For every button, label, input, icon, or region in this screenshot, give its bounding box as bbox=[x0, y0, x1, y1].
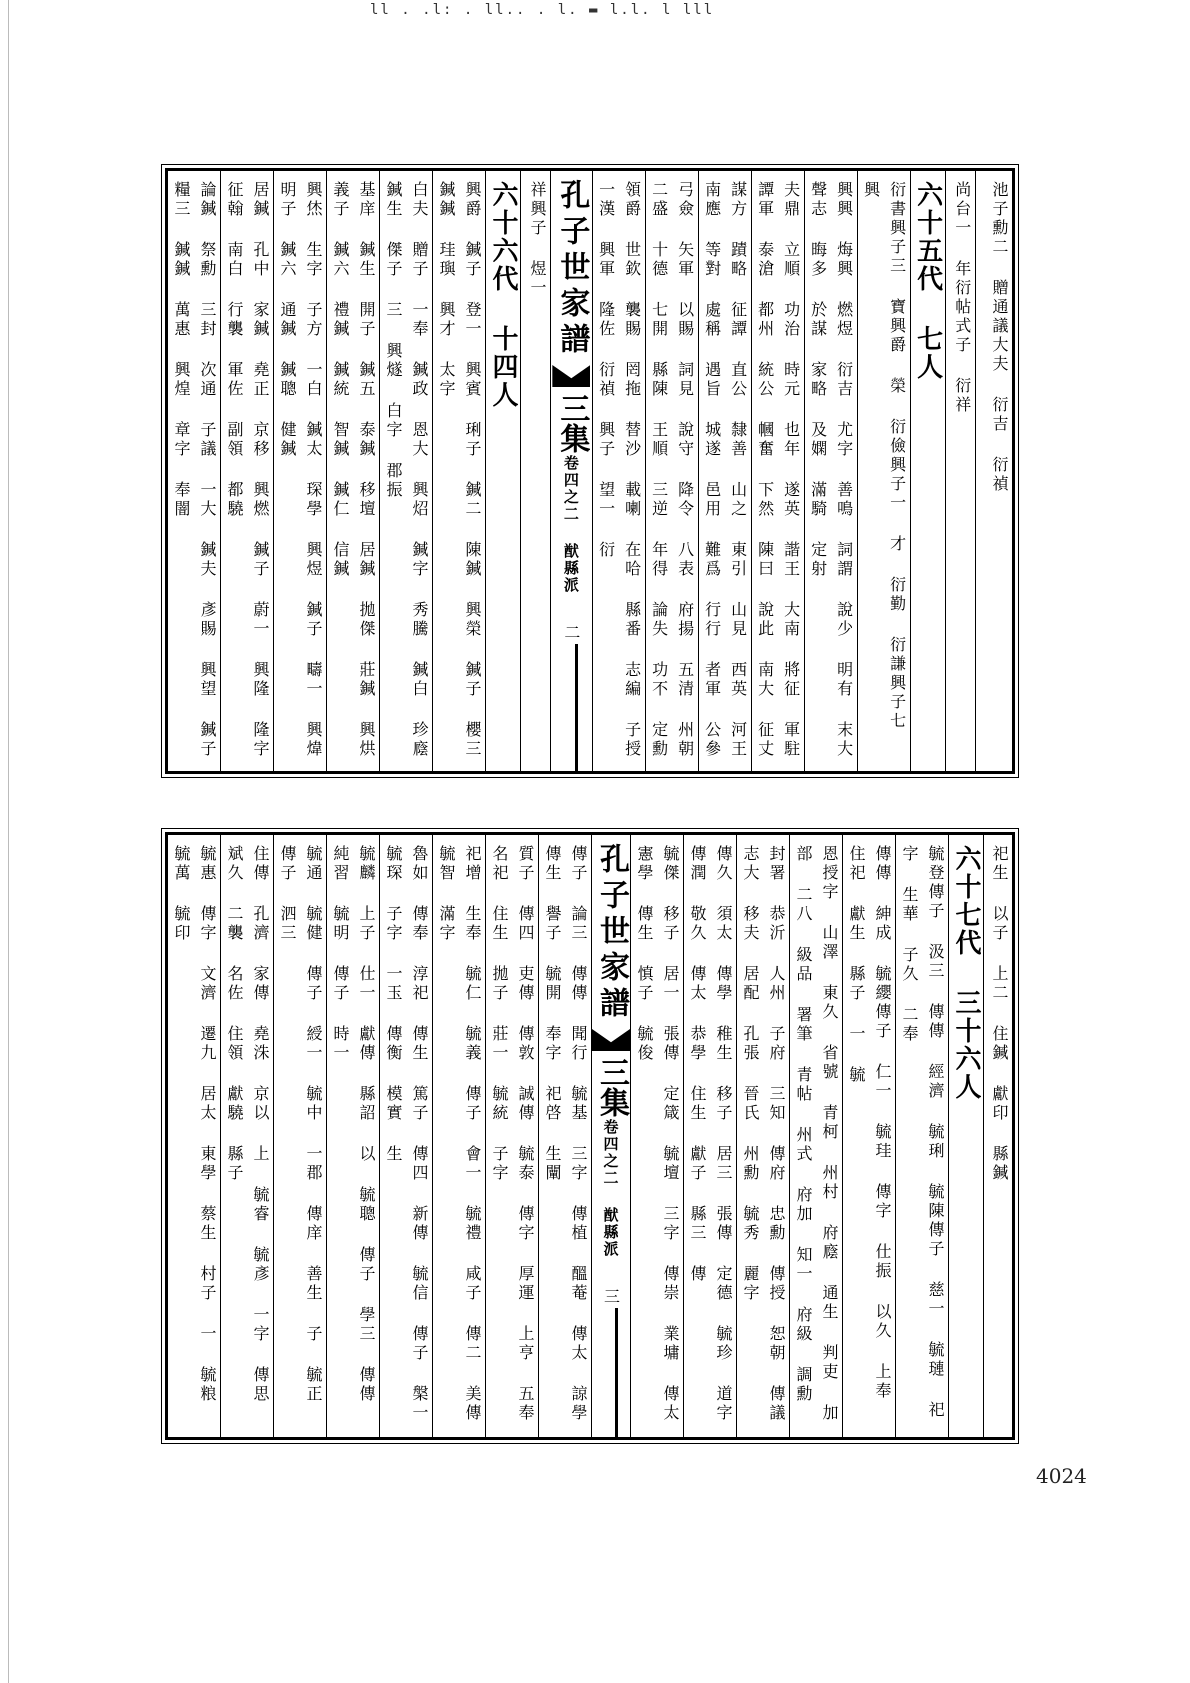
fish-tail-mark-icon bbox=[592, 1029, 630, 1051]
center-rule bbox=[615, 1308, 618, 1437]
upper-generation-66: 六十六代 十四人 bbox=[485, 171, 520, 771]
lower-col-7: 傳久 須太 傳學 稚生 移子 居三 張傳 定德 毓珍 道字 傳潤 敬久 傳太 恭學 住生 獻子 縣三 傳 bbox=[683, 835, 736, 1437]
fish-tail-mark-icon bbox=[552, 365, 590, 387]
upper-col-15: 基庠 鍼生 開子 鍼五 泰鍼 移壇 居鍼 拋傑 莊鍼 興烘 義子 鍼六 禮鍼 鍼統 智鍼 鍼仁 信鍼 bbox=[326, 171, 379, 771]
lower-col-3: 毓登傳子 汲三 傳傳 經濟 毓琍 毓陳傳子 慈一 毓璉 祀字 生華 子久 二奉 bbox=[895, 835, 948, 1437]
center-rule bbox=[575, 644, 578, 771]
lower-generation-67: 六十七代 三十六人 bbox=[948, 835, 983, 1437]
branch-label: 卷四之二 猷縣派 bbox=[601, 1119, 620, 1258]
upper-center-title bbox=[550, 171, 592, 771]
upper-col-17: 居鍼 孔中 家鍼 堯正 京移 興燃 鍼子 蔚一 興隆 隆字 征翰 南白 行襲 軍佐 副領 都驍 bbox=[220, 171, 273, 771]
upper-col-2: 尚台一 年衍帖式子 衍祥 bbox=[945, 171, 975, 771]
lower-col-13: 魯如 傳奉 淳祀 傳生 篤子 傳四 新傳 毓信 傳子 槃一 毓琛 子字 一玉 傳衡 模實 生 bbox=[379, 835, 432, 1437]
upper-col-9: 領爵 世欽 襲賜 罔拖 替沙 載喇 在哈 縣番 志編 子授 一漢 興軍 隆佐 衍禎 興子 望一 衍 bbox=[592, 171, 645, 771]
upper-col-5: 興興 烸興 燃煜 衍吉 尤字 善鳴 詞謂 說少 明有 末大 聲志 晦多 於謀 家略 及嫻 滿騎 定射 bbox=[804, 171, 857, 771]
lower-col-6: 封署 恭沂 人州 子府 三知 傳府 忠勳 傳授 恕朝 傳議 志大 移夫 居配 孔張 晉氏 州勳 毓秀 麗字 bbox=[736, 835, 789, 1437]
lower-col-11: 質子 傳四 吏傳 傳敦 誠傳 毓泰 傳字 厚運 上亨 五奉 名祀 住生 拋子 莊一 毓統 子字 bbox=[485, 835, 538, 1437]
upper-col-14: 白夫 贈子 一奉 鍼政 恩大 興炤 鍼字 秀騰 鍼白 珍廕 鍼生 傑子 三 興燧 白字 郡振 bbox=[379, 171, 432, 771]
upper-generation-65: 六十五代 七人 bbox=[910, 171, 945, 771]
lower-col-15: 毓通 毓健 傳子 綬一 毓中 一郡 傳庠 善生 子 毓正 傳子 泗三 bbox=[273, 835, 326, 1437]
upper-col-8: 弓僉 矢軍 以賜 詞見 說守 降令 八表 府揚 五清 州朝 二盛 十德 七開 縣陳 王順 三逆 年得 論失 功不 定勳 bbox=[645, 171, 698, 771]
scan-edge-line bbox=[8, 0, 9, 1683]
lower-col-10: 傳子 論三 傳傳 聞行 毓基 三字 傳植 醞菴 傳太 諒學 傳生 譽子 毓開 奉字 祀啓 生闡 bbox=[538, 835, 591, 1437]
lower-panel bbox=[165, 832, 1015, 1440]
lower-col-17: 毓惠 傳字 文濟 遷九 居太 東學 蔡生 村子 一 毓粮 毓萬 毓印 bbox=[172, 845, 217, 1404]
lower-col-16: 住傳 孔濟 家傳 堯洙 京以 上 毓睿 毓彥 一字 傳思 斌久 二襲 名佐 住領 獻驍 縣子 bbox=[220, 835, 273, 1437]
upper-col-1: 池子勳二 贈通議大夫 衍吉 衍禎 bbox=[975, 171, 1012, 771]
book-title: 孔子世家譜 bbox=[594, 843, 629, 1023]
header-marks: ll . .l: . ll.. . l. ▬ l.l. l lll bbox=[370, 2, 715, 18]
lower-col-12: 祀增 生奉 毓仁 毓義 傳子 會一 毓禮 咸子 傳二 美傳 毓智 滿字 bbox=[432, 835, 485, 1437]
upper-col-11: 祥興子 煜一 bbox=[520, 171, 550, 771]
lower-page-no: 三 bbox=[601, 1288, 621, 1304]
upper-col-7: 謀方 蹟略 征譚 直公 隸善 山之 東引 山見 西英 河王 南應 等對 處稱 遇旨 城遂 邑用 難爲 行行 者軍 公參 bbox=[698, 171, 751, 771]
lower-center-title bbox=[591, 835, 630, 1437]
upper-page-no: 二 bbox=[561, 624, 581, 640]
branch-label: 卷四之二 猷縣派 bbox=[561, 455, 580, 594]
volume-label: 三集 bbox=[554, 393, 590, 453]
upper-col-18: 論鍼 祭勳 三封 次通 子議 一大 鍼夫 彥賜 興望 鍼子 糧三 鍼鍼 萬惠 興煌 章字 奉闇 bbox=[172, 181, 217, 759]
lower-col-1: 祀生 以子 上二 住鍼 獻印 縣鍼 bbox=[983, 835, 1012, 1437]
lower-col-5: 恩授字 山澤 東久 省號 青柯 州村 府廕 通生 判吏 加部 二八 級品 署筆 青帖 州式 府加 知一 府級 調勳 bbox=[789, 835, 842, 1437]
upper-col-4: 衍書興子三 寶興爵 榮 衍儉興子一 才 衍勤 衍謙興子七 興 bbox=[857, 171, 910, 771]
page-number: 4024 bbox=[1036, 1464, 1087, 1488]
book-title: 孔子世家譜 bbox=[554, 179, 590, 359]
volume-label: 三集 bbox=[594, 1057, 629, 1117]
lower-col-8: 毓傑 移子 居一 張傳 定箴 毓壇 三字 傳崇 業墉 傳太 憲學 傳生 慎子 毓俊 bbox=[630, 835, 683, 1437]
upper-col-13: 興爵 鍼子 登一 興賓 琍子 鍼二 陳鍼 興榮 鍼子 櫻三 鍼鍼 珪璵 興才 太字 bbox=[432, 171, 485, 771]
upper-col-6: 夫鼎 立順 功治 時元 也年 遂英 諧王 大南 將征 軍駐 譚軍 泰滄 都州 統公 幗奮 下然 陳曰 說此 南大 征丈 bbox=[751, 171, 804, 771]
lower-col-4: 傳傳 紳成 毓纓傳子 仁一 毓珪 傳字 仕振 以久 上奉 住祀 獻生 縣子 一 毓 bbox=[842, 835, 895, 1437]
upper-panel bbox=[165, 168, 1015, 774]
upper-col-16: 興烋 生字 子方 一白 鍼太 琛學 興煜 鍼子 疇一 興煒 明子 鍼六 通鍼 鍼聰 健鍼 bbox=[273, 171, 326, 771]
lower-col-14: 毓麟 上子 仕一 獻傳 縣詔 以 毓聰 傳子 學三 傳傳 純習 毓明 傳子 時一 bbox=[326, 835, 379, 1437]
